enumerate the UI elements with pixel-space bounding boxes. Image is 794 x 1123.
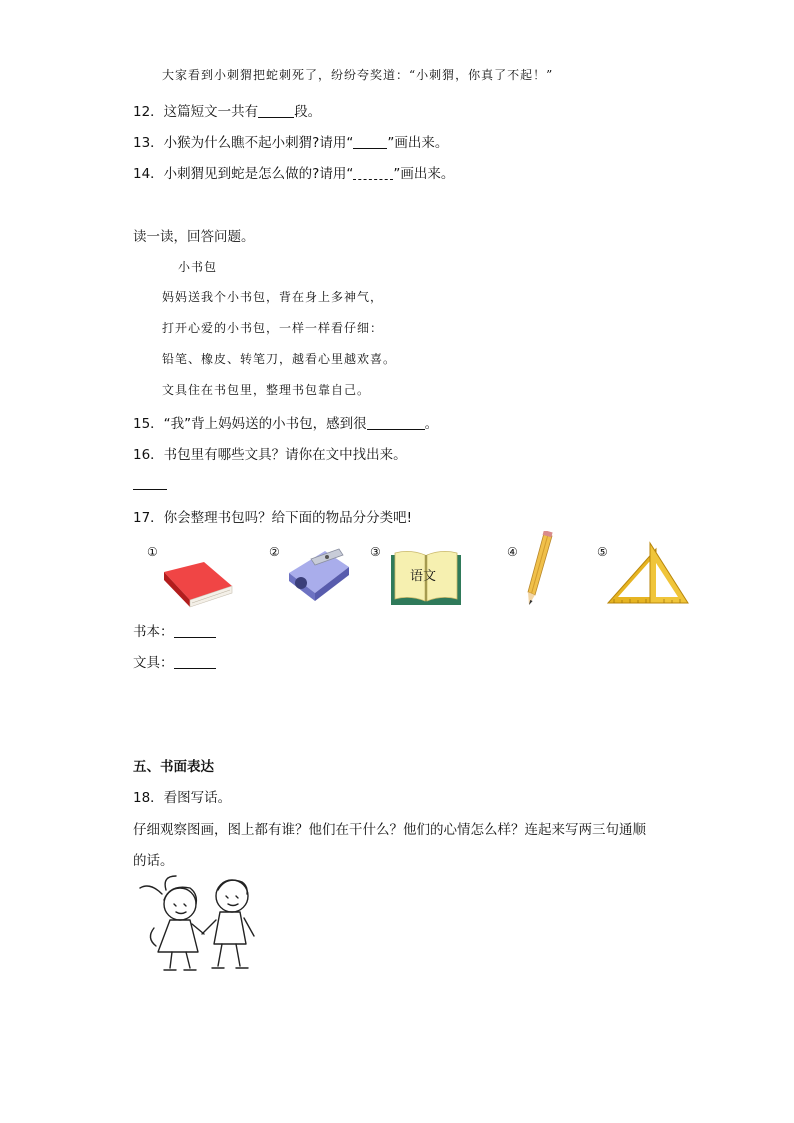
stationery-answer — [133, 651, 216, 671]
books-answer-blank[interactable] — [174, 624, 216, 638]
writing-prompt-cont: 的话。 — [133, 853, 174, 869]
question-12 — [133, 100, 321, 120]
poem-line: 铅笔、橡皮、转笔刀，越看心里越欢喜。 — [162, 352, 397, 366]
question-13-text: 13．小猴为什么瞧不起小刺猬?请用“ — [133, 135, 354, 151]
poem-title: 小书包 — [178, 260, 218, 274]
triangle-ruler-icon — [606, 541, 690, 607]
textbook-label: 语文 — [410, 569, 437, 584]
answer-blank[interactable] — [258, 104, 294, 118]
question-15 — [133, 412, 438, 432]
question-16-answer-line[interactable] — [133, 476, 167, 492]
books-answer — [133, 620, 216, 640]
item-number: ④ — [507, 545, 518, 559]
question-13 — [133, 131, 448, 151]
question-16: 16．书包里有哪些文具？请你在文中找出来。 — [133, 447, 407, 463]
question-14 — [133, 162, 454, 182]
answer-blank[interactable] — [367, 416, 425, 430]
section-heading: 五、书面表达 — [133, 759, 214, 775]
question-12-suffix: 段。 — [294, 104, 322, 120]
question-14-suffix: ”画出来。 — [393, 166, 455, 182]
poem-line: 打开心爱的小书包，一样一样看仔细： — [162, 321, 384, 335]
pencil-icon — [522, 531, 556, 607]
red-book-icon — [160, 558, 236, 608]
item-number: ⑤ — [597, 545, 608, 559]
item-number: ② — [269, 545, 280, 559]
question-14-text: 14．小刺猬见到蛇是怎么做的?请用“ — [133, 166, 354, 182]
question-13-suffix: ”画出来。 — [387, 135, 449, 151]
children-illustration — [136, 872, 268, 976]
question-18: 18．看图写话。 — [133, 790, 232, 806]
underline-sample — [353, 135, 387, 149]
question-15-text: 15．“我”背上妈妈送的小书包，感到很 — [133, 416, 367, 432]
poem-line: 妈妈送我个小书包，背在身上多神气， — [162, 290, 384, 304]
question-15-suffix: 。 — [424, 416, 439, 432]
writing-prompt: 仔细观察图画，图上都有谁？他们在干什么？他们的心情怎么样？连起来写两三句通顺 — [133, 822, 646, 838]
books-label: 书本： — [133, 624, 174, 640]
stationery-label: 文具： — [133, 655, 174, 671]
story-closing-line: 大家看到小刺猬把蛇刺死了，纷纷夸奖道：“小刺猬，你真了不起！” — [162, 68, 554, 82]
question-12-text: 12．这篇短文一共有 — [133, 104, 259, 120]
reading-instruction: 读一读，回答问题。 — [133, 229, 255, 245]
pencil-sharpener-icon — [285, 545, 353, 605]
poem-line: 文具住在书包里，整理书包靠自己。 — [162, 383, 371, 397]
item-number: ① — [147, 545, 158, 559]
question-17: 17．你会整理书包吗？给下面的物品分分类吧! — [133, 510, 413, 526]
wavy-underline-sample — [353, 166, 393, 180]
item-number: ③ — [370, 545, 381, 559]
stationery-answer-blank[interactable] — [174, 655, 216, 669]
answer-blank[interactable] — [133, 476, 167, 490]
